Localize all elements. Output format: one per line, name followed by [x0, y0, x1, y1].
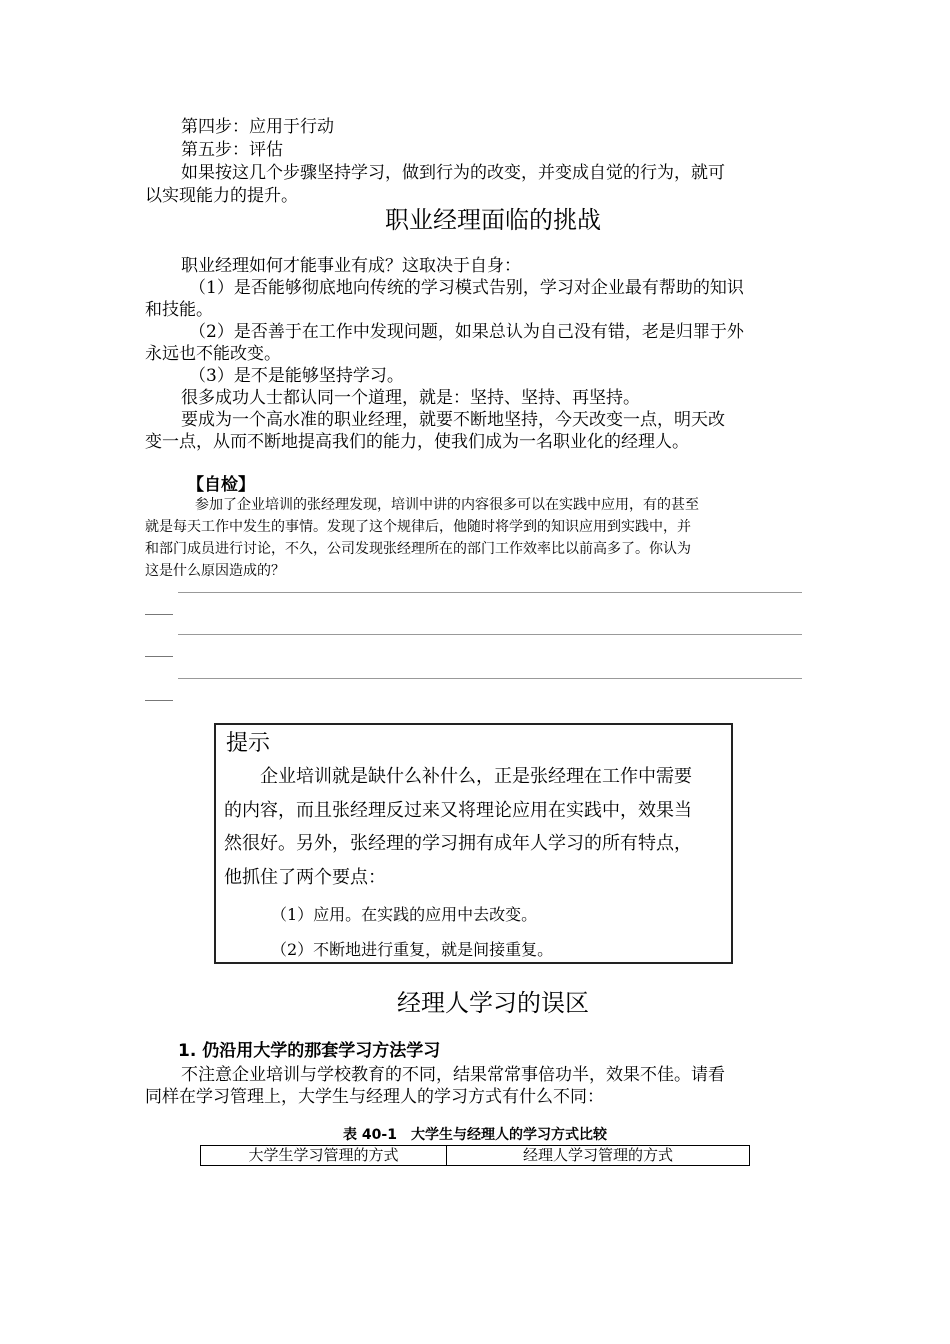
selfcheck-label: 【自检】: [187, 475, 255, 495]
tip-item-2: （2）不断地进行重复，就是间接重复。: [271, 940, 554, 959]
selfcheck-line-3: 和部门成员进行讨论，不久，公司发现张经理所在的部门工作效率比以前高多了。你认为: [145, 541, 691, 557]
section2-subheading-1: 1. 仍沿用大学的那套学习方法学习: [178, 1041, 441, 1061]
section1-lead: 职业经理如何才能事业有成？这取决于自身：: [181, 256, 521, 276]
selfcheck-line-1: 参加了企业培训的张经理发现，培训中讲的内容很多可以在实践中应用，有的甚至: [195, 497, 699, 513]
answer-line-3-tail: [145, 700, 173, 701]
section2-paragraph-line-1: 不注意企业培训与学校教育的不同，结果常常事倍功半，效果不佳。请看: [181, 1065, 725, 1085]
intro-paragraph-line-2: 以实现能力的提升。: [145, 186, 298, 206]
tip-item-1: （1）应用。在实践的应用中去改变。: [271, 905, 538, 924]
comparison-table: [200, 1145, 750, 1166]
tip-line-2: 的内容，而且张经理反过来又将理论应用在实践中，效果当: [224, 800, 692, 821]
answer-line-3[interactable]: [178, 678, 802, 679]
section1-paragraph-2-line-1: 要成为一个高水准的职业经理，就要不断地坚持，今天改变一点，明天改: [181, 410, 725, 430]
tip-line-4: 他抓住了两个要点：: [224, 867, 386, 888]
selfcheck-line-4: 这是什么原因造成的？: [145, 563, 285, 579]
table-header-managers: 经理人学习管理的方式: [447, 1146, 750, 1166]
step-four: 第四步：应用于行动: [181, 117, 334, 137]
answer-line-2-tail: [145, 656, 173, 657]
intro-paragraph-line-1: 如果按这几个步骤坚持学习，做到行为的改变，并变成自觉的行为，就可: [181, 163, 725, 183]
section1-item2-line-2: 永远也不能改变。: [145, 344, 281, 364]
section1-paragraph-2-line-2: 变一点，从而不断地提高我们的能力，使我们成为一名职业化的经理人。: [145, 432, 689, 452]
tip-title: 提示: [226, 731, 271, 756]
selfcheck-line-2: 就是每天工作中发生的事情。发现了这个规律后，他随时将学到的知识应用到实践中，并: [145, 519, 691, 535]
section2-paragraph-line-2: 同样在学习管理上，大学生与经理人的学习方式有什么不同：: [145, 1087, 604, 1107]
tip-box: [214, 723, 733, 964]
tip-line-3: 然很好。另外，张经理的学习拥有成年人学习的所有特点，: [224, 833, 692, 854]
step-five: 第五步：评估: [181, 140, 283, 160]
table-header-students: 大学生学习管理的方式: [201, 1146, 447, 1166]
section1-item2-line-1: （2）是否善于在工作中发现问题，如果总认为自己没有错，老是归罪于外: [189, 322, 744, 342]
table-header-row: [201, 1146, 750, 1166]
section-title-challenges: 职业经理面临的挑战: [385, 206, 601, 234]
answer-line-1[interactable]: [178, 592, 802, 593]
table-caption: 表 40-1 大学生与经理人的学习方式比较: [343, 1127, 607, 1143]
answer-line-2[interactable]: [178, 634, 802, 635]
section1-item1-line-2: 和技能。: [145, 300, 213, 320]
section-title-misconceptions: 经理人学习的误区: [397, 989, 589, 1017]
section1-item1-line-1: （1）是否能够彻底地向传统的学习模式告别，学习对企业最有帮助的知识: [189, 278, 744, 298]
section1-paragraph-1: 很多成功人士都认同一个道理，就是：坚持、坚持、再坚持。: [181, 388, 640, 408]
section1-item3: （3）是不是能够坚持学习。: [189, 366, 404, 386]
tip-line-1: 企业培训就是缺什么补什么，正是张经理在工作中需要: [260, 766, 692, 787]
answer-line-1-tail: [145, 614, 173, 615]
